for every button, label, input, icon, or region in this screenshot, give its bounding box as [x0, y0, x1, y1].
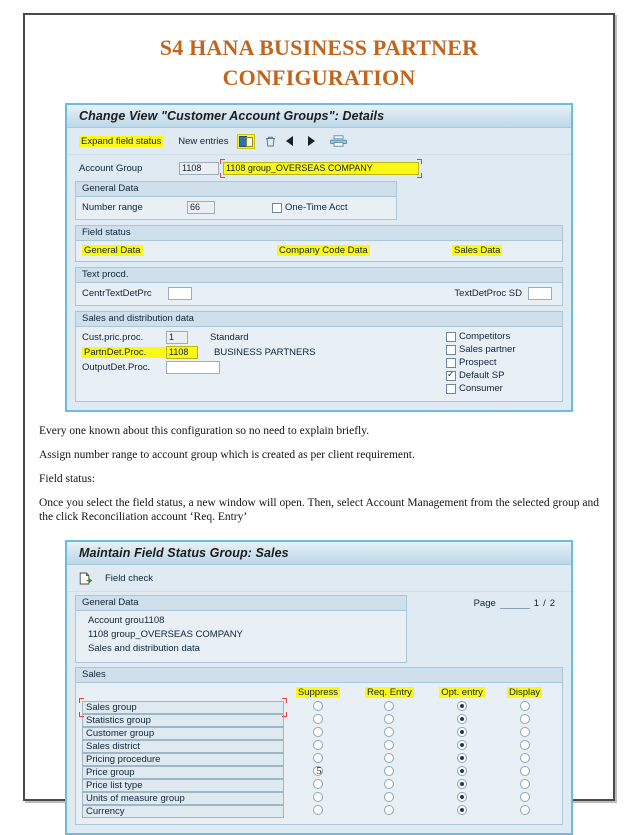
sales-partner-checkbox-row[interactable] [446, 344, 556, 355]
default-sp-checkbox-row[interactable] [446, 370, 556, 381]
consumer-checkbox[interactable] [446, 384, 456, 394]
page-indicator-separator: / [543, 598, 546, 609]
radio-display[interactable] [520, 753, 530, 763]
output-det-proc-row [82, 361, 446, 374]
sales-distribution-group-title: Sales and distribution data [76, 312, 562, 327]
page-title [25, 15, 613, 93]
field-label-price-list-type[interactable]: Price list type [82, 779, 284, 792]
field-check-icon[interactable] [79, 572, 93, 585]
field-label-pricing-procedure[interactable]: Pricing procedure [82, 753, 284, 766]
cust-pric-proc-input[interactable]: 1 [166, 331, 188, 344]
centr-text-det-prc-label: CentrTextDetPrc [82, 288, 152, 299]
screen1-toolbar [67, 128, 571, 155]
radio-display[interactable] [520, 805, 530, 815]
table-row [82, 805, 552, 818]
screen2-titlebar: Maintain Field Status Group: Sales [67, 542, 571, 565]
radio-suppress[interactable] [313, 740, 323, 750]
field-status-links-row [82, 245, 556, 256]
radio-opt-entry[interactable] [457, 792, 467, 802]
field-status-link-general-data[interactable]: General Data [84, 245, 141, 256]
text-det-proc-sd-label: TextDetProc SD [454, 288, 522, 299]
cust-pric-proc-description: Standard [210, 332, 249, 343]
sales-partner-checkbox[interactable] [446, 345, 456, 355]
radio-display[interactable] [520, 792, 530, 802]
radio-suppress[interactable] [313, 805, 323, 815]
paragraph-3: Field status: [39, 473, 95, 485]
radio-display[interactable] [520, 701, 530, 711]
page-title-line-1: S4 HANA BUSINESS PARTNER [159, 35, 479, 60]
consumer-checkbox-row[interactable] [446, 383, 556, 394]
column-header-opt-entry: Opt. entry [441, 687, 483, 698]
general-data-line-1: Account grou1108 [88, 615, 165, 626]
partn-det-proc-label: PartnDet.Proc. [82, 347, 166, 358]
radio-req-entry[interactable] [384, 701, 394, 711]
account-group-description-input[interactable]: 1108 group_OVERSEAS COMPANY [223, 162, 419, 175]
default-sp-label: Default SP [459, 370, 505, 381]
table-row [82, 727, 552, 740]
radio-opt-entry[interactable] [457, 714, 467, 724]
general-data-group-title: General Data [76, 182, 396, 197]
prose-section [25, 412, 613, 536]
radio-opt-entry[interactable] [457, 727, 467, 737]
account-group-label: Account Group [79, 163, 143, 174]
prospect-checkbox-row[interactable] [446, 357, 556, 368]
centr-text-det-prc-input[interactable] [168, 287, 192, 300]
table-row [82, 740, 552, 753]
radio-req-entry[interactable] [384, 753, 394, 763]
default-sp-checkbox[interactable] [446, 371, 456, 381]
field-label-statistics-group[interactable]: Statistics group [82, 714, 284, 727]
previous-arrow-icon[interactable] [286, 136, 293, 146]
field-status-table [82, 686, 552, 818]
radio-opt-entry[interactable] [457, 753, 467, 763]
field-label-price-group[interactable]: Price group [82, 766, 284, 779]
field-status-table-header [82, 686, 552, 701]
one-time-acct-label: One-Time Acct [285, 202, 348, 213]
general-data-group [75, 181, 397, 220]
text-procd-group-title: Text procd. [76, 268, 562, 283]
radio-opt-entry[interactable] [457, 779, 467, 789]
number-range-row [82, 201, 390, 214]
partn-det-proc-input[interactable]: 1108 [166, 346, 198, 359]
page-indicator-rule [500, 598, 530, 609]
radio-req-entry[interactable] [384, 727, 394, 737]
page-title-line-2: CONFIGURATION [222, 65, 416, 90]
output-det-proc-input[interactable] [166, 361, 220, 374]
screen2-general-data-title: General Data [76, 596, 406, 611]
radio-suppress[interactable] [313, 779, 323, 789]
account-group-code-input[interactable]: 1108 [179, 162, 219, 175]
screen2-toolbar [67, 565, 571, 592]
competitors-checkbox[interactable] [446, 332, 456, 342]
consumer-label: Consumer [459, 383, 503, 394]
radio-req-entry[interactable] [384, 792, 394, 802]
radio-suppress[interactable] [313, 727, 323, 737]
partn-det-proc-row [82, 346, 446, 359]
radio-display[interactable] [520, 740, 530, 750]
radio-suppress[interactable] [313, 753, 323, 763]
sap-screen-maintain-field-status-group [65, 540, 573, 835]
radio-display[interactable] [520, 714, 530, 724]
radio-opt-entry[interactable] [457, 701, 467, 711]
output-det-proc-label: OutputDet.Proc. [82, 362, 151, 373]
field-status-link-sales-data[interactable]: Sales Data [454, 245, 501, 256]
radio-req-entry[interactable] [384, 714, 394, 724]
column-header-req-entry: Req. Entry [367, 687, 412, 698]
field-label-customer-group[interactable]: Customer group [82, 727, 284, 740]
radio-req-entry[interactable] [384, 805, 394, 815]
field-row-focus-wrapper [82, 701, 284, 714]
column-header-suppress: Suppress [297, 687, 339, 698]
screen2-general-data-group [75, 595, 407, 663]
prospect-checkbox[interactable] [446, 358, 456, 368]
page-indicator-current[interactable]: 1 [533, 598, 540, 609]
text-procd-group [75, 267, 563, 306]
sales-field-status-title: Sales [76, 668, 562, 683]
one-time-acct-checkbox[interactable] [272, 203, 282, 213]
table-row [82, 792, 552, 805]
field-status-group-title: Field status [76, 226, 562, 241]
one-time-acct-checkbox-row[interactable] [272, 202, 390, 213]
field-label-sales-district[interactable]: Sales district [82, 740, 284, 753]
sap-screen-customer-account-groups [65, 103, 573, 412]
copy-icon[interactable] [237, 134, 255, 149]
field-status-link-company-code-data[interactable]: Company Code Data [279, 245, 368, 256]
page-number: 5 [316, 765, 322, 777]
field-label-currency[interactable]: Currency [82, 805, 284, 818]
next-arrow-icon[interactable] [308, 136, 315, 146]
paragraph-1: Every one known about this configuration so no need to explain briefly. [39, 425, 370, 437]
column-header-display: Display [509, 687, 541, 698]
document-page [23, 13, 615, 817]
radio-display[interactable] [520, 727, 530, 737]
account-group-row [79, 162, 563, 175]
competitors-checkbox-row[interactable] [446, 331, 556, 342]
radio-req-entry[interactable] [384, 779, 394, 789]
competitors-label: Competitors [459, 331, 511, 342]
table-row [82, 779, 552, 792]
print-icon[interactable] [330, 135, 347, 147]
trash-icon[interactable] [264, 135, 277, 148]
screen1-titlebar: Change View "Customer Account Groups": Details [67, 105, 571, 128]
partn-det-proc-description: BUSINESS PARTNERS [214, 347, 316, 358]
radio-suppress[interactable] [313, 792, 323, 802]
text-det-proc-sd-input[interactable] [528, 287, 552, 300]
field-check-button[interactable]: Field check [105, 572, 154, 584]
field-label-sales-group[interactable]: Sales group [82, 701, 284, 714]
radio-opt-entry[interactable] [457, 740, 467, 750]
paragraph-4: Once you select the field status, a new window will open. Then, select Account Management from the selected group and the click Reconciliation account ‘Req. Entry’ [39, 497, 599, 523]
radio-req-entry[interactable] [384, 740, 394, 750]
sales-distribution-checkbox-list [446, 331, 556, 396]
prospect-label: Prospect [459, 357, 497, 368]
general-data-line-2: 1108 group_OVERSEAS COMPANY [88, 629, 243, 640]
page-indicator [474, 598, 555, 609]
cust-pric-proc-label: Cust.pric.proc. [82, 332, 144, 343]
sales-field-status-group [75, 667, 563, 825]
new-entries-button[interactable]: New entries [178, 135, 229, 147]
table-row [82, 701, 552, 714]
page-indicator-total: 2 [549, 598, 555, 609]
field-label-units-of-measure-group[interactable]: Units of measure group [82, 792, 284, 805]
radio-display[interactable] [520, 779, 530, 789]
paragraph-2: Assign number range to account group which is created as per client requirement. [39, 449, 415, 461]
general-data-line-3: Sales and distribution data [88, 643, 200, 654]
number-range-label: Number range [82, 202, 143, 213]
radio-suppress[interactable] [313, 714, 323, 724]
number-range-input[interactable]: 66 [187, 201, 215, 214]
sales-partner-label: Sales partner [459, 344, 516, 355]
field-status-group [75, 225, 563, 262]
expand-field-status-button[interactable]: Expand field status [81, 135, 162, 147]
sales-distribution-group [75, 311, 563, 402]
page-indicator-label: Page [473, 598, 496, 609]
radio-opt-entry[interactable] [457, 805, 467, 815]
radio-suppress[interactable] [313, 701, 323, 711]
account-group-description-wrapper [223, 162, 419, 175]
cust-pric-proc-row [82, 331, 446, 344]
text-procd-row [82, 287, 556, 300]
table-row [82, 714, 552, 727]
